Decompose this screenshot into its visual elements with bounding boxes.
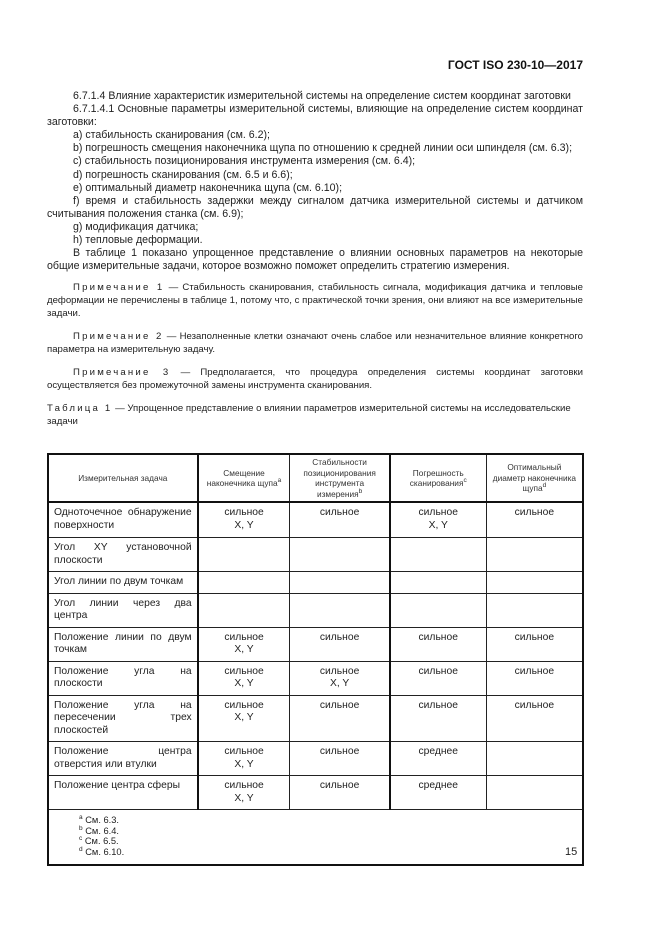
paragraph: b) погрешность смещения наконечника щупа по отношению к средней линии оси шпинделя (см. 6.3); (73, 142, 573, 155)
footnote-text: См. 6.5. (82, 836, 119, 847)
influence-cell (390, 502, 487, 538)
column-header-text: Измерительная задача (78, 472, 168, 483)
cell-line: сильное (418, 665, 458, 677)
footnotes-cell (48, 810, 583, 866)
table-row (48, 695, 583, 742)
footnote-mark: b (358, 487, 363, 495)
influence-cell (290, 538, 390, 572)
footnote-mark: a (277, 477, 282, 485)
table-header-row (48, 454, 583, 502)
cell-line: Положение центра сферы (54, 780, 180, 791)
note-label: Примечание 3 (73, 367, 171, 379)
influence-cell (198, 661, 290, 695)
cell-line: сильное (514, 631, 555, 643)
paragraph: 6.7.1.4.1 Основные параметры измерительной системы, влияющие на определение систем координат заготовки: (47, 103, 583, 129)
cell-line: сильное (319, 699, 360, 711)
cell-line: сильное (224, 665, 264, 677)
table-row (48, 593, 583, 627)
cell-line: сильное (319, 507, 360, 518)
influence-cell (390, 776, 487, 810)
cell-line: среднее (418, 780, 459, 791)
table-caption-text: — Упрощенное представление о влиянии параметров измерительной системы на исследовательские задачи (47, 403, 571, 428)
influence-cell (198, 538, 290, 572)
cell-line: X, Y (234, 678, 254, 689)
paragraph: 6.7.1.4 Влияние характеристик измерительной системы на определение систем координат заготовки (73, 90, 571, 102)
influence-cell (390, 572, 487, 594)
column-header-text: Погрешность сканирования (409, 467, 464, 488)
influence-cell (198, 695, 290, 742)
cell-line: сильное (224, 780, 264, 791)
influence-cell (290, 502, 390, 538)
table-row (48, 502, 583, 538)
column-header (48, 454, 198, 502)
task-cell (48, 776, 198, 810)
influence-cell (198, 593, 290, 627)
influence-cell (486, 742, 583, 776)
footnote-mark: c (463, 477, 467, 485)
paragraph: h) тепловые деформации. (73, 234, 203, 247)
column-header-text: Стабильности позиционирования инструмента измерения (303, 457, 376, 499)
influence-cell (486, 572, 583, 594)
cell-line: Положение угла на пересечении трех плоскостей (54, 699, 192, 736)
influence-cell (486, 502, 583, 538)
cell-line: сильное (418, 631, 458, 643)
note (47, 366, 583, 392)
influence-cell (198, 742, 290, 776)
paragraph: f) время и стабильность задержки между сигналом датчика измерительной системы и датчиком считывания положения станка (см. 6.9); (47, 194, 583, 220)
task-cell (48, 593, 198, 627)
note-label: Примечание 2 (73, 331, 164, 343)
footnote-text: См. 6.3. (82, 815, 119, 825)
cell-line: сильное (514, 665, 555, 677)
footnote-mark: d (542, 482, 547, 490)
influence-cell (198, 627, 290, 661)
table-row (48, 661, 583, 695)
cell-line: сильное (514, 507, 555, 518)
task-cell (48, 695, 198, 742)
cell-line: сильное (319, 780, 360, 791)
table-row (48, 742, 583, 776)
footnote (79, 826, 582, 837)
table-row (48, 572, 583, 594)
page-number: 15 (565, 846, 578, 858)
cell-line: X, Y (329, 678, 350, 689)
task-cell (48, 627, 198, 661)
cell-line: сильное (224, 631, 264, 643)
table-row (48, 538, 583, 572)
footnote-text: См. 6.10. (82, 846, 125, 857)
influence-cell (486, 776, 583, 810)
influence-cell (290, 572, 390, 594)
column-header-text: Смещение наконечника щупа (206, 467, 278, 488)
cell-line: Положение центра отверстия или втулки (54, 746, 192, 770)
table-caption-label: Таблица 1 (47, 403, 113, 415)
influence-cell (290, 776, 390, 810)
body-text (47, 90, 583, 428)
influence-cell (290, 627, 390, 661)
paragraph: g) модификация датчика; (73, 220, 199, 233)
task-cell (48, 661, 198, 695)
cell-line: Угол XY установочной плоскости (54, 542, 192, 566)
note-text: — Незаполненные клетки означают очень слабое или незначительное влияние конкретного параметра на измерительную задачу. (47, 331, 583, 356)
column-header (486, 454, 583, 502)
influence-cell (486, 661, 583, 695)
footnote-text: См. 6.4. (82, 825, 119, 836)
cell-line: сильное (319, 631, 360, 643)
cell-line: среднее (418, 746, 459, 757)
task-cell (48, 572, 198, 594)
paragraph: d) погрешность сканирования (см. 6.5 и 6.6); (73, 168, 293, 181)
paragraph: В таблице 1 показано упрощенное представление о влиянии основных параметров на некоторые общие измерительные задачи, которое возможно поможет определить стратегию измерения. (47, 247, 583, 273)
influence-cell (290, 661, 390, 695)
task-cell (48, 502, 198, 538)
task-cell (48, 538, 198, 572)
influence-cell (486, 593, 583, 627)
influence-cell (290, 742, 390, 776)
table-caption (47, 402, 583, 428)
footnote-mark: a (79, 813, 83, 821)
document-id-header: ГОСТ ISO 230-10—2017 (447, 58, 583, 72)
cell-line: сильное (514, 699, 555, 711)
influence-cell (290, 593, 390, 627)
cell-line: Положение линии по двум точкам (54, 631, 192, 655)
cell-line: сильное (224, 699, 264, 711)
parameters-table (47, 453, 584, 866)
note (47, 330, 583, 356)
influence-cell (290, 695, 390, 742)
cell-line: сильное (418, 699, 458, 711)
cell-line: сильное (319, 665, 360, 677)
cell-line: сильное (224, 507, 264, 518)
column-header (198, 454, 290, 502)
influence-cell (486, 695, 583, 742)
table-row (48, 776, 583, 810)
influence-cell (198, 572, 290, 594)
cell-line: X, Y (234, 644, 254, 655)
note-text: — Стабильность сканирования, стабильность сигнала, модификация датчика и тепловые деформации не перечислены в таблице 1, потому что, с практической точки зрения, они влияют на все измерительные задачи. (47, 282, 583, 320)
cell-line: Угол линии по двум точкам (54, 576, 184, 587)
influence-cell (390, 742, 487, 776)
cell-line: сильное (418, 507, 458, 518)
influence-cell (390, 593, 487, 627)
footnote (79, 836, 582, 847)
cell-line: X, Y (234, 519, 254, 531)
cell-line: X, Y (234, 792, 254, 804)
influence-cell (390, 538, 487, 572)
cell-line: сильное (319, 746, 360, 757)
note (47, 281, 583, 320)
paragraph: a) стабильность сканирования (см. 6.2); (73, 129, 270, 142)
paragraph: e) оптимальный диаметр наконечника щупа (см. 6.10); (73, 181, 343, 194)
cell-line: Одноточечное обнаружение поверхности (54, 507, 192, 531)
influence-cell (198, 776, 290, 810)
footnote-mark: c (79, 835, 83, 843)
influence-cell (390, 695, 487, 742)
column-header (290, 454, 390, 502)
cell-line: Угол линии через два центра (54, 597, 192, 621)
influence-cell (390, 661, 487, 695)
influence-cell (390, 627, 487, 661)
cell-line: X, Y (428, 519, 448, 531)
footnote-mark: b (79, 824, 83, 832)
paragraph: c) стабильность позиционирования инструмента измерения (см. 6.4); (73, 155, 416, 168)
influence-cell (486, 627, 583, 661)
influence-cell (486, 538, 583, 572)
note-label: Примечание 1 (73, 282, 165, 294)
cell-line: Положение угла на плоскости (54, 665, 192, 689)
influence-cell (198, 502, 290, 538)
table-footnotes (48, 810, 583, 866)
footnote-mark: d (79, 845, 83, 853)
column-header-text: Оптимальный диаметр наконечника щупа (492, 462, 577, 494)
cell-line: сильное (224, 746, 264, 757)
table-row (48, 627, 583, 661)
note-text: — Предполагается, что процедура определения системы координат заготовки осуществляется без промежуточной замены инструмента сканирования. (47, 367, 583, 392)
footnote (79, 847, 582, 858)
cell-line: X, Y (234, 712, 254, 723)
column-header (390, 454, 487, 502)
task-cell (48, 742, 198, 776)
footnote (79, 815, 582, 826)
cell-line: X, Y (234, 758, 254, 770)
